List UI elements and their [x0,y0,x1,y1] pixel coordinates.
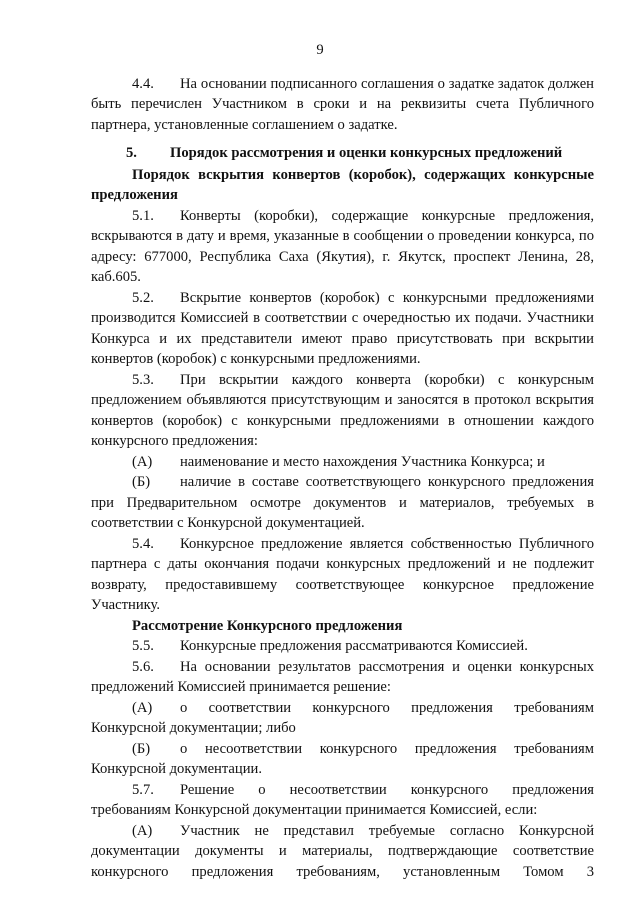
clause-number: 5.7. [132,781,154,798]
paragraph [91,288,594,370]
clause-text: Решение о несоответствии конкурсного предложения требованиям Конкурсной документации принимается Комиссией, если: [91,781,594,818]
paragraph [91,780,594,821]
section-heading [91,143,594,164]
clause-text: наименование и место нахождения Участника Конкурса; и [180,453,545,470]
subsection-heading: Порядок вскрытия конвертов (коробок), содержащих конкурсные предложения [91,166,594,203]
clause-text: о соответствии конкурсного предложения требованиям Конкурсной документации; либо [91,699,594,736]
clause-text: Конкурсные предложения рассматриваются Комиссией. [180,638,528,654]
clause-number: (А) [132,822,153,839]
paragraph [91,74,594,136]
clause-text: о несоответствии конкурсного предложения требованиям Конкурсной документации. [91,740,594,777]
clause-text: При вскрытии каждого конверта (коробки) с конкурсным предложением объявляются присутствующим и заносятся в протокол вскрытия конвертов (коробок) с конкурсными предложениями в отношении каждого конкурсного предложения: [91,371,594,449]
clause-number: 5.1. [132,207,154,224]
clause-text: На основании результатов рассмотрения и оценки конкурсных предложений Комиссией принимается решение: [91,658,594,695]
clause-text: Вскрытие конвертов (коробок) с конкурсными предложениями производится Комиссией в соответствии с очередностью их подачи. Участники Конкурса и их представители имеют право присутствовать при вскрытии конвертов (коробок) с конкурсными предложениями. [91,289,594,367]
paragraph [91,534,594,616]
paragraph [91,739,594,780]
page-number: 9 [316,42,324,58]
document-body [91,74,594,883]
clause-number: (Б) [132,474,151,490]
paragraph [91,636,594,657]
clause-number: 5.2. [132,289,154,306]
clause-number: (А) [132,453,153,470]
paragraph [91,472,594,534]
clause-number: (Б) [132,740,151,757]
clause-text: Конверты (коробки), содержащие конкурсные предложения, вскрываются в дату и время, указанные в сообщении о проведении конкурса, по адресу: 677000, Республика Саха (Якутия), г. Якутск, проспект Ленина, 28, каб.605. [91,207,594,285]
paragraph [91,206,594,288]
paragraph [91,698,594,739]
clause-text: Конкурсное предложение является собственностью Публичного партнера с даты окончания подачи конкурсных предложений и не подлежит возврату, предоставившему соответствующее конкурсное предложение Участнику. [91,535,594,613]
clause-number: 5.4. [132,535,154,552]
paragraph [91,821,594,883]
clause-number: (А) [132,699,153,716]
clause-text: наличие в составе соответствующего конкурсного предложения при Предварительном осмотре документов и материалов, требуемых в соответствии с Конкурсной документацией. [91,474,594,531]
subsection-heading: Рассмотрение Конкурсного предложения [132,617,403,634]
paragraph [91,452,594,473]
clause-number: 5.6. [132,658,154,675]
clause-text: Участник не представил требуемые согласно Конкурсной документации документы и материалы, подтверждающие соответствие конкурсного предложения требованиям, установленным Томом 3 [91,822,594,880]
paragraph [91,657,594,698]
clause-number: 4.4. [132,75,154,92]
section-title: Порядок рассмотрения и оценки конкурсных предложений [170,145,563,161]
clause-text: На основании подписанного соглашения о задатке задаток должен быть перечислен Участником в сроки и на реквизиты счета Публичного партнера, установленные соглашением о задатке. [91,75,594,133]
section-number: 5. [126,145,137,161]
clause-number: 5.5. [132,638,154,654]
paragraph [91,370,594,452]
clause-number: 5.3. [132,371,154,388]
